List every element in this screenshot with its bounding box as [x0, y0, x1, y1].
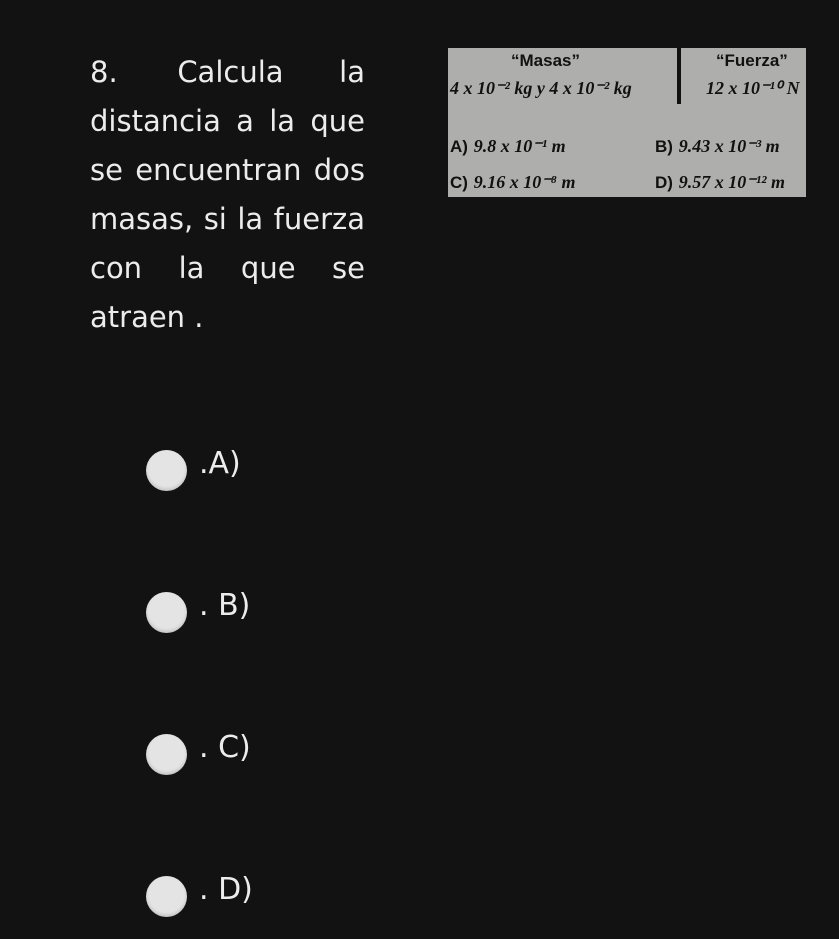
answer-label-a: .A)	[199, 445, 241, 481]
figure-option-value: 9.8 x 10⁻¹ m	[473, 136, 566, 156]
radio-button-b[interactable]	[146, 592, 187, 633]
masas-header: “Masas”	[511, 51, 580, 70]
figure-option-a	[450, 136, 566, 157]
radio-button-a[interactable]	[146, 450, 187, 491]
answer-label-c: . C)	[199, 729, 251, 765]
fuerza-header: “Fuerza”	[716, 51, 788, 70]
figure-option-value: 9.43 x 10⁻³ m	[678, 136, 780, 156]
figure-option-letter: B)	[655, 137, 673, 156]
question-text	[90, 48, 365, 342]
radio-button-c[interactable]	[146, 734, 187, 775]
figure-option-b	[655, 136, 780, 157]
question-number: 8.	[90, 55, 118, 89]
answer-option-c[interactable]	[146, 729, 251, 776]
question-body: Calcula la distancia a la que se encuentran dos masas, si la fuerza con la que se atraen .	[90, 55, 366, 334]
answer-option-a[interactable]	[146, 445, 241, 492]
figure-option-c	[450, 172, 575, 193]
radio-button-d[interactable]	[146, 876, 187, 917]
figure-option-value: 9.57 x 10⁻¹² m	[678, 172, 785, 192]
answer-label-d: . D)	[199, 871, 253, 907]
fuerza-value: 12 x 10⁻¹⁰ N	[706, 78, 800, 98]
question-figure	[448, 48, 806, 197]
masas-value: 4 x 10⁻² kg y 4 x 10⁻² kg	[450, 78, 632, 98]
answer-option-d[interactable]	[146, 871, 253, 918]
figure-option-letter: C)	[450, 173, 468, 192]
figure-option-d	[655, 172, 785, 193]
answer-option-b[interactable]	[146, 587, 251, 634]
figure-divider	[677, 48, 681, 104]
figure-option-value: 9.16 x 10⁻⁸ m	[473, 172, 576, 192]
answer-label-b: . B)	[199, 587, 251, 623]
figure-option-letter: A)	[450, 137, 468, 156]
figure-option-letter: D)	[655, 173, 673, 192]
